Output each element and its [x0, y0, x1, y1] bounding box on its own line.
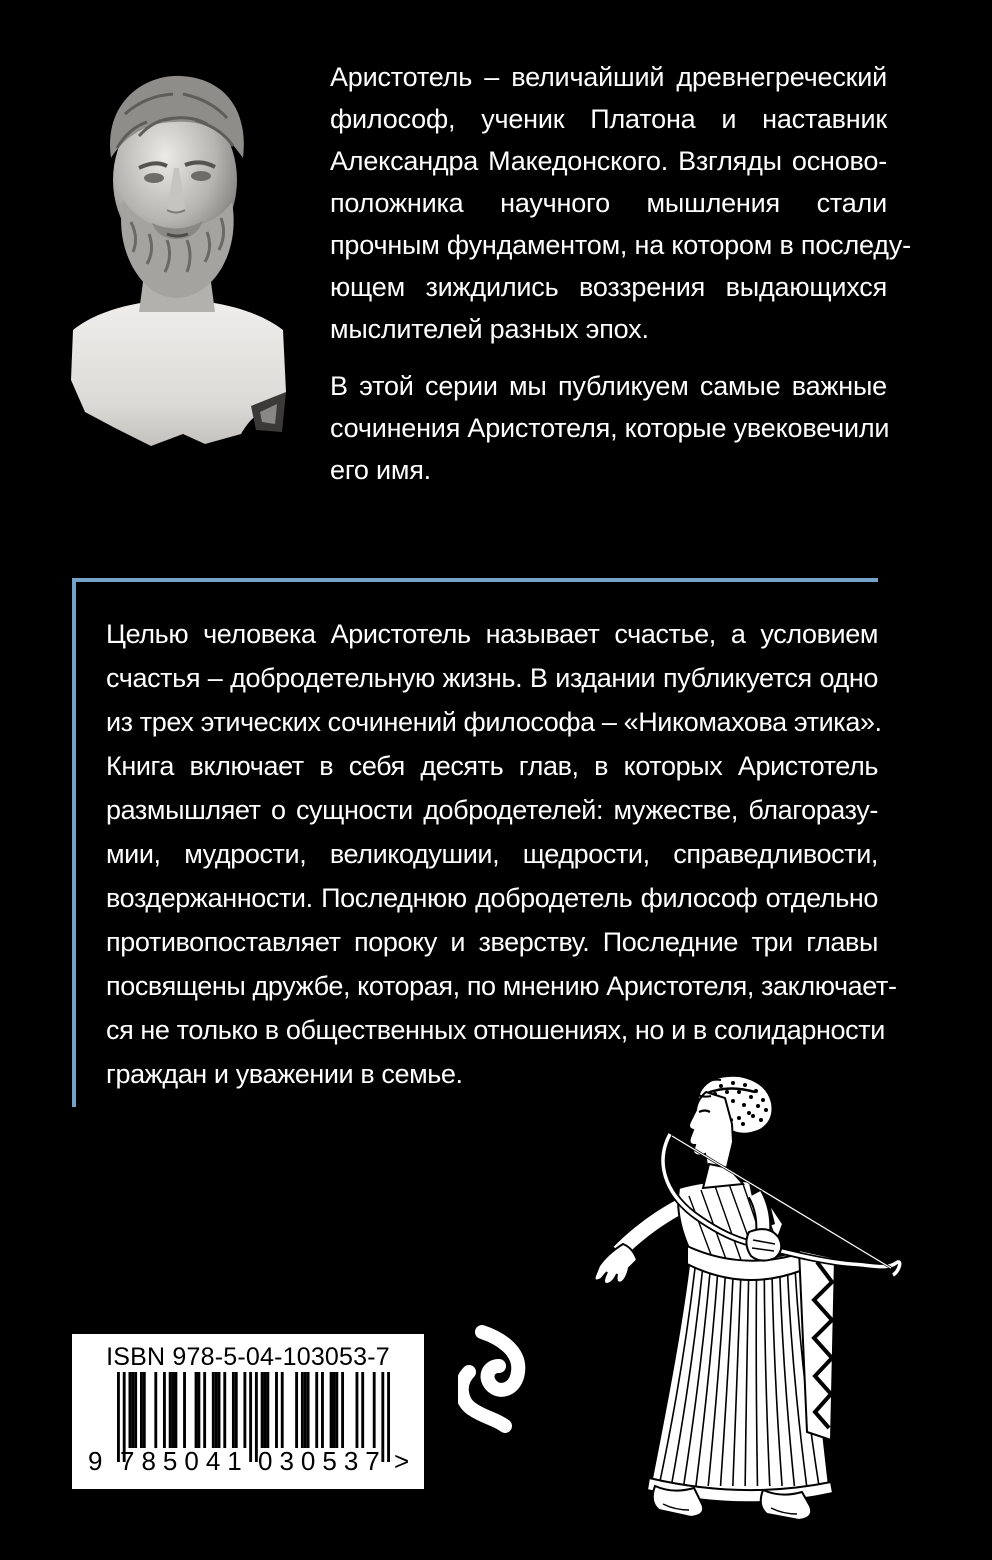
text-line: ющем зиждились воззрения выдающихся — [330, 272, 887, 302]
text-line: счастья – добродетельную жизнь. В издании публикуется одно — [106, 663, 878, 693]
isbn-number: ISBN 978-5-04-103053-7 — [106, 1343, 390, 1371]
text-line: из трех этических сочинений философа – «Никомахова этика». — [106, 707, 882, 737]
text-line: сочинения Аристотеля, которые увековечили — [330, 413, 890, 443]
text-line: посвящены дружбе, которая, по мнению Аристотеля, заключает- — [106, 971, 897, 1001]
text-line: Аристотель – величайший древнегреческий — [330, 62, 887, 92]
text-line: мии, мудрости, великодушии, щедрости, справедливости, — [106, 839, 878, 869]
text-line: Александра Македонского. Взгляды осново- — [330, 146, 887, 176]
greek-archer-illustration — [593, 1072, 911, 1522]
isbn-block — [72, 1334, 424, 1489]
text-line: В этой серии мы публикуем самые важные — [330, 371, 887, 401]
text-line: воздержанности. Последнюю добродетель философ отдельно — [106, 883, 878, 913]
aristotle-bust-photo — [55, 62, 300, 454]
text-line: его имя. — [330, 455, 431, 485]
barcode-digits-right: 030537 — [258, 1446, 387, 1476]
text-line: мыслителей разных эпох. — [330, 314, 649, 344]
text-line: противопоставляет пороку и зверству. Последние три главы — [106, 927, 878, 957]
text-line: прочным фундаментом, на котором в последу- — [330, 230, 911, 260]
bust-illustration — [55, 62, 300, 454]
eksmo-logo-icon — [458, 1324, 542, 1436]
text-line: граждан и уважении в семье. — [106, 1059, 463, 1089]
barcode-digits-left: 785041 — [120, 1446, 249, 1476]
text-line: Целью человека Аристотель называет счастье, а условием — [106, 619, 878, 649]
intro-paragraph-1 — [330, 56, 911, 350]
barcode-digit-lead: 9 — [88, 1446, 103, 1476]
text-line: Книга включает в себя десять глав, в которых Аристотель — [106, 751, 878, 781]
intro-text — [330, 56, 911, 506]
intro-paragraph-2 — [330, 365, 890, 491]
annotation-box — [72, 578, 897, 1107]
barcode-arrow: > — [394, 1446, 410, 1476]
text-line: размышляет о сущности добродетелей: мужестве, благоразу- — [106, 795, 878, 825]
text-line: положника научного мышления стали — [330, 188, 887, 218]
text-line: философ, ученик Платона и наставник — [330, 104, 887, 134]
text-line: ся не только в общественных отношениях, но и в солидарности — [106, 1015, 885, 1045]
